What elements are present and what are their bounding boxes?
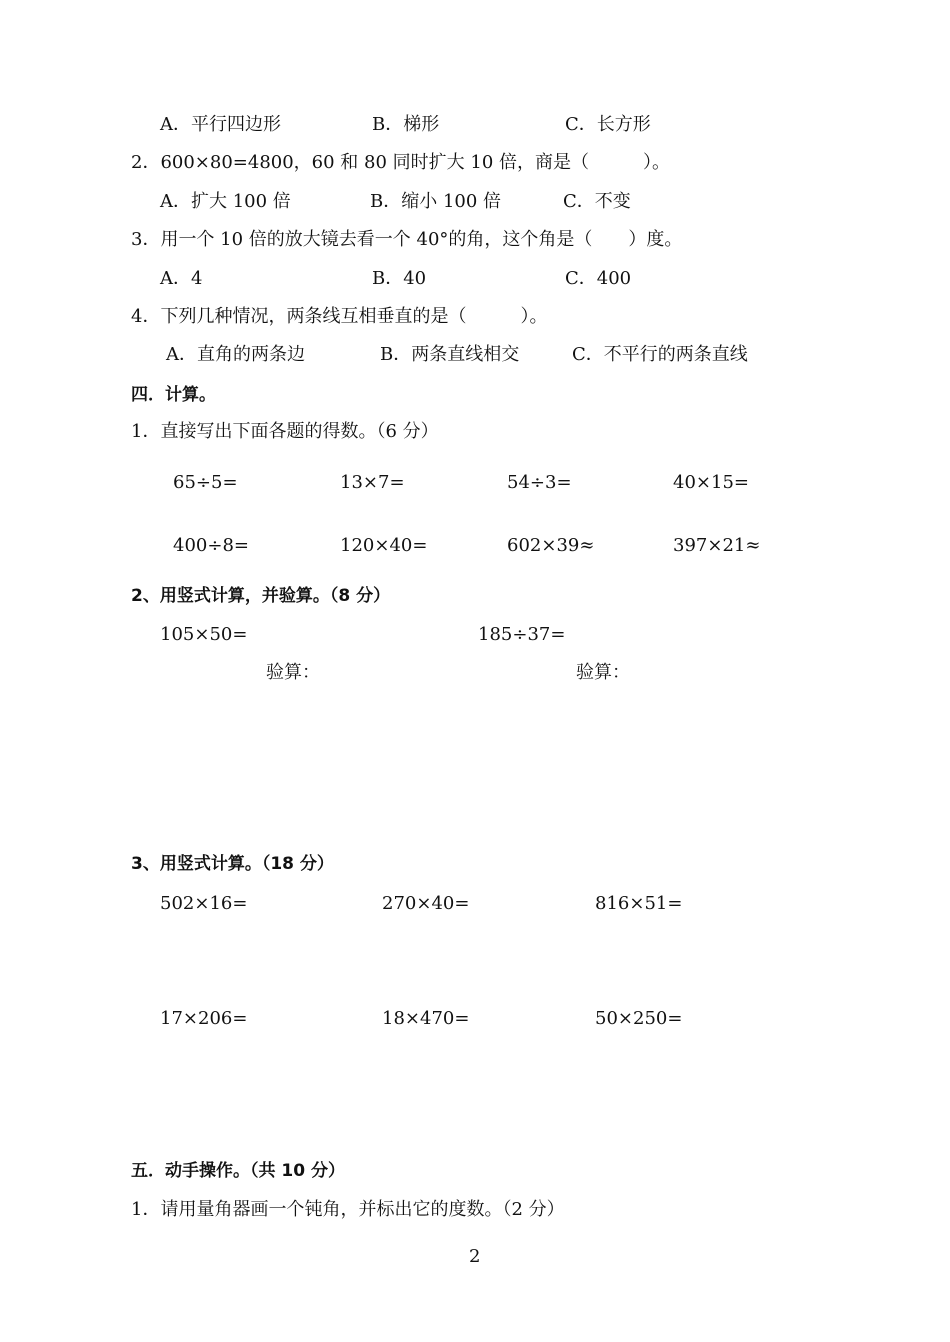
- vertical-calc-item: 185÷37=: [478, 624, 566, 645]
- vertical-calc-item: 105×50=: [160, 624, 248, 645]
- vertical-calc-item: 17×206=: [160, 1008, 248, 1029]
- page-number: 2: [469, 1246, 481, 1267]
- section-4-part-2-title: 2、用竖式计算，并验算。（8 分）: [131, 586, 391, 606]
- q1-option-b: B．梯形: [372, 114, 440, 135]
- section-4-part-1-title: 1．直接写出下面各题的得数。（6 分）: [131, 421, 439, 442]
- section-5-heading: 五．动手操作。（共 10 分）: [131, 1161, 345, 1181]
- q4-option-c: C．不平行的两条直线: [572, 344, 748, 365]
- mental-calc-item: 602×39≈: [507, 535, 595, 556]
- q1-option-a: A．平行四边形: [160, 114, 281, 135]
- verify-label: 验算：: [266, 662, 320, 683]
- q3-option-a: A．4: [160, 268, 203, 289]
- mental-calc-item: 397×21≈: [673, 535, 761, 556]
- mental-calc-item: 54÷3=: [507, 472, 572, 493]
- vertical-calc-item: 502×16=: [160, 893, 248, 914]
- section-5-part-1-title: 1．请用量角器画一个钝角，并标出它的度数。（2 分）: [131, 1199, 565, 1220]
- vertical-calc-item: 50×250=: [595, 1008, 683, 1029]
- mental-calc-item: 13×7=: [340, 472, 405, 493]
- vertical-calc-item: 816×51=: [595, 893, 683, 914]
- mental-calc-item: 65÷5=: [173, 472, 238, 493]
- q3-option-b: B．40: [372, 268, 427, 289]
- verify-label: 验算：: [576, 662, 630, 683]
- section-4-heading: 四．计算。: [131, 385, 216, 405]
- q1-option-c: C．长方形: [565, 114, 651, 135]
- section-4-part-3-title: 3、用竖式计算。（18 分）: [131, 854, 334, 874]
- q4-option-b: B．两条直线相交: [380, 344, 520, 365]
- q2-option-b: B．缩小 100 倍: [370, 191, 502, 212]
- question-2: 2．600×80=4800，60 和 80 同时扩大 10 倍，商是（ ）。: [131, 152, 671, 173]
- q4-option-a: A．直角的两条边: [166, 344, 305, 365]
- mental-calc-item: 40×15=: [673, 472, 749, 493]
- vertical-calc-item: 18×470=: [382, 1008, 470, 1029]
- q3-option-c: C．400: [565, 268, 632, 289]
- question-3: 3．用一个 10 倍的放大镜去看一个 40°的角，这个角是（ ）度。: [131, 229, 683, 250]
- q2-option-a: A．扩大 100 倍: [160, 191, 291, 212]
- mental-calc-item: 400÷8=: [173, 535, 249, 556]
- mental-calc-item: 120×40=: [340, 535, 428, 556]
- question-4: 4．下列几种情况，两条线互相垂直的是（ ）。: [131, 306, 548, 327]
- vertical-calc-item: 270×40=: [382, 893, 470, 914]
- q2-option-c: C．不变: [563, 191, 631, 212]
